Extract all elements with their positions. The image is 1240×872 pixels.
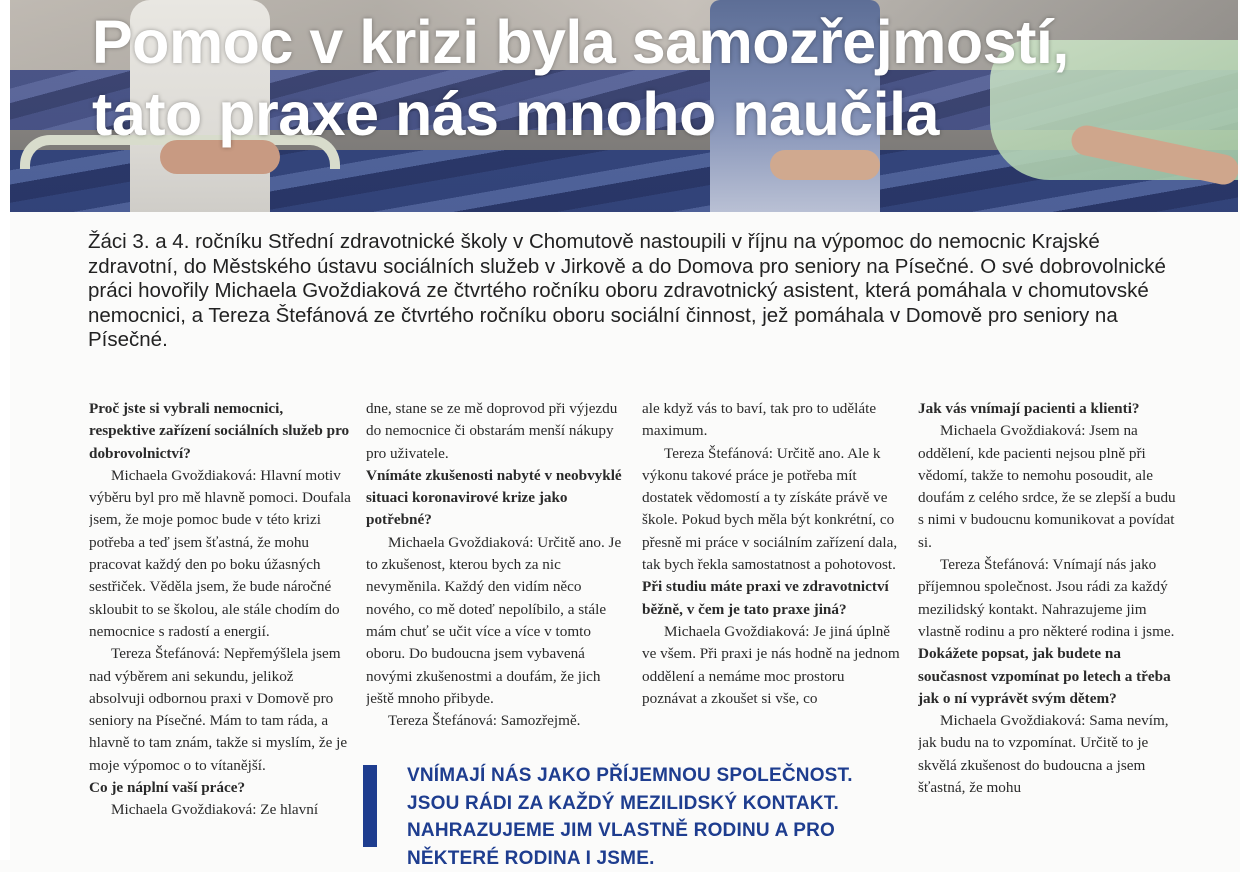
interview-paragraph: Tereza Štefánová: Nepřemýšlela jsem nad výběrem ani sekundu, jelikož absolvuji odbornou praxi v Domově pro seniory na Písečné. Mám to tam ráda, a hlavně to tam znám, takže si myslím, že je moje výpomoc o to vítanější.	[89, 645, 348, 774]
interview-question: Dokážete popsat, jak budete na současnost vzpomínat po letech a třeba jak o ní vyprávět svým dětem?	[918, 645, 1171, 707]
pull-quote	[363, 762, 903, 869]
interview-paragraph: Michaela Gvoždiaková: Ze hlavní	[111, 801, 319, 819]
interview-paragraph: Tereza Štefánová: Určitě ano. Ale k výkonu takové práce je potřeba mít dostatek vědomostí a ty získáte právě ve škole. Pokud bych měla být konkrétní, co přesně mi práce v sociálním zařízení dala, tak bych řekla samostatnost a pohotovost.	[642, 444, 898, 574]
hero-photo	[10, 0, 1238, 212]
photo-arm-center	[770, 150, 880, 180]
interview-question: Při studiu máte praxi ve zdravotnictví běžně, v čem je tato praxe jiná?	[642, 578, 889, 618]
interview-paragraph: Tereza Štefánová: Vnímají nás jako příjemnou společnost. Jsou rádi za každý mezilidský kontakt. Nahrazujeme jim vlastně rodinu a pro některé rodina i jsme.	[918, 556, 1175, 640]
interview-question: Co je náplní vaší práce?	[89, 779, 246, 797]
headline-line-1: Pomoc v krizi byla samozřejmostí,	[92, 8, 1069, 76]
interview-paragraph: Michaela Gvoždiaková: Jsem na oddělení, kde pacienti nejsou plně při vědomí, takže to nemohu posoudit, ale doufám z celého srdce, že se zlepší a budu s nimi v budoucnu komunikovat a povídat si.	[918, 422, 1176, 551]
interview-paragraph: Michaela Gvoždiaková: Sama nevím, jak budu na to vzpomínat. Určitě to je skvělá zkušenost do budoucna a jsem šťastná, že mohu	[918, 712, 1169, 797]
interview-question: Proč jste si vybrali nemocnici, respektive zařízení sociálních služeb pro dobrovolnictví?	[89, 400, 350, 462]
interview-paragraph: Michaela Gvoždiaková: Hlavní motiv výběru byl pro mě hlavně pomoci. Doufala jsem, že moje pomoc bude v této krizi potřeba a teď jsem šťastná, že mohu pracovat každý den po boku úžasných sestřiček. Věděla jsem, že bude náročné skloubit to se školou, ale stále chodím do nemocnice s radostí a energií.	[89, 466, 351, 640]
text-column-4	[918, 398, 1176, 860]
interview-paragraph: Tereza Štefánová: Samozřejmě.	[388, 712, 581, 730]
article-lead: Žáci 3. a 4. ročníku Střední zdravotnické školy v Chomutově nastoupili v říjnu na výpomoc do nemocnic Krajské zdravotní, do Městského ústavu sociálních služeb v Jirkově a do Domova pro seniory na Písečné. O své dobrovolnické práci hovořily Michaela Gvoždiaková ze čtvrtého ročníku oboru zdravotnický asistent, která pomáhala v chomutovské nemocnici, a Tereza Štefánová ze čtvrtého ročníku oboru sociální činnost, jež pomáhala v Domově pro seniory na Písečné.	[88, 230, 1166, 351]
interview-paragraph: dne, stane se ze mě doprovod při výjezdu do nemocnice či obstarám menší nákupy pro uživatele.	[366, 400, 618, 462]
interview-paragraph: Michaela Gvoždiaková: Určitě ano. Je to zkušenost, kterou bych za nic nevyměnila. Každý den vidím něco nového, co mě doteď nepolíbilo, a stále mám chuť se učit více a více v tomto oboru. Do budoucna jsem vybavená novými zkušenostmi a doufám, že jich ještě mnoho přibyde.	[366, 533, 622, 707]
pull-quote-bar	[363, 765, 377, 847]
interview-question: Vnímáte zkušenosti nabyté v neobvyklé situaci koronavirové krize jako potřebné?	[366, 466, 622, 529]
article-headline	[92, 6, 1202, 150]
headline-line-2: tato praxe nás mnoho naučila	[92, 80, 939, 148]
page-left-margin	[0, 0, 10, 860]
interview-question: Jak vás vnímají pacienti a klienti?	[918, 400, 1140, 417]
text-column-1	[89, 398, 351, 860]
interview-paragraph: ale když vás to baví, tak pro to uděláte maximum.	[642, 400, 877, 440]
text-column-2	[366, 398, 628, 750]
interview-paragraph: Michaela Gvoždiaková: Je jiná úplně ve všem. Při praxi je nás hodně na jednom oddělení a nemáme moc prostoru poznávat a zkoušet si vše, co	[642, 622, 900, 707]
pull-quote-text: VNÍMAJÍ NÁS JAKO PŘÍJEMNOU SPOLEČNOST. JSOU RÁDI ZA KAŽDÝ MEZILIDSKÝ KONTAKT. NAHRAZUJEME JIM VLASTNĚ RODINU A PRO NĚKTERÉ RODINA I JSME.	[407, 765, 853, 869]
